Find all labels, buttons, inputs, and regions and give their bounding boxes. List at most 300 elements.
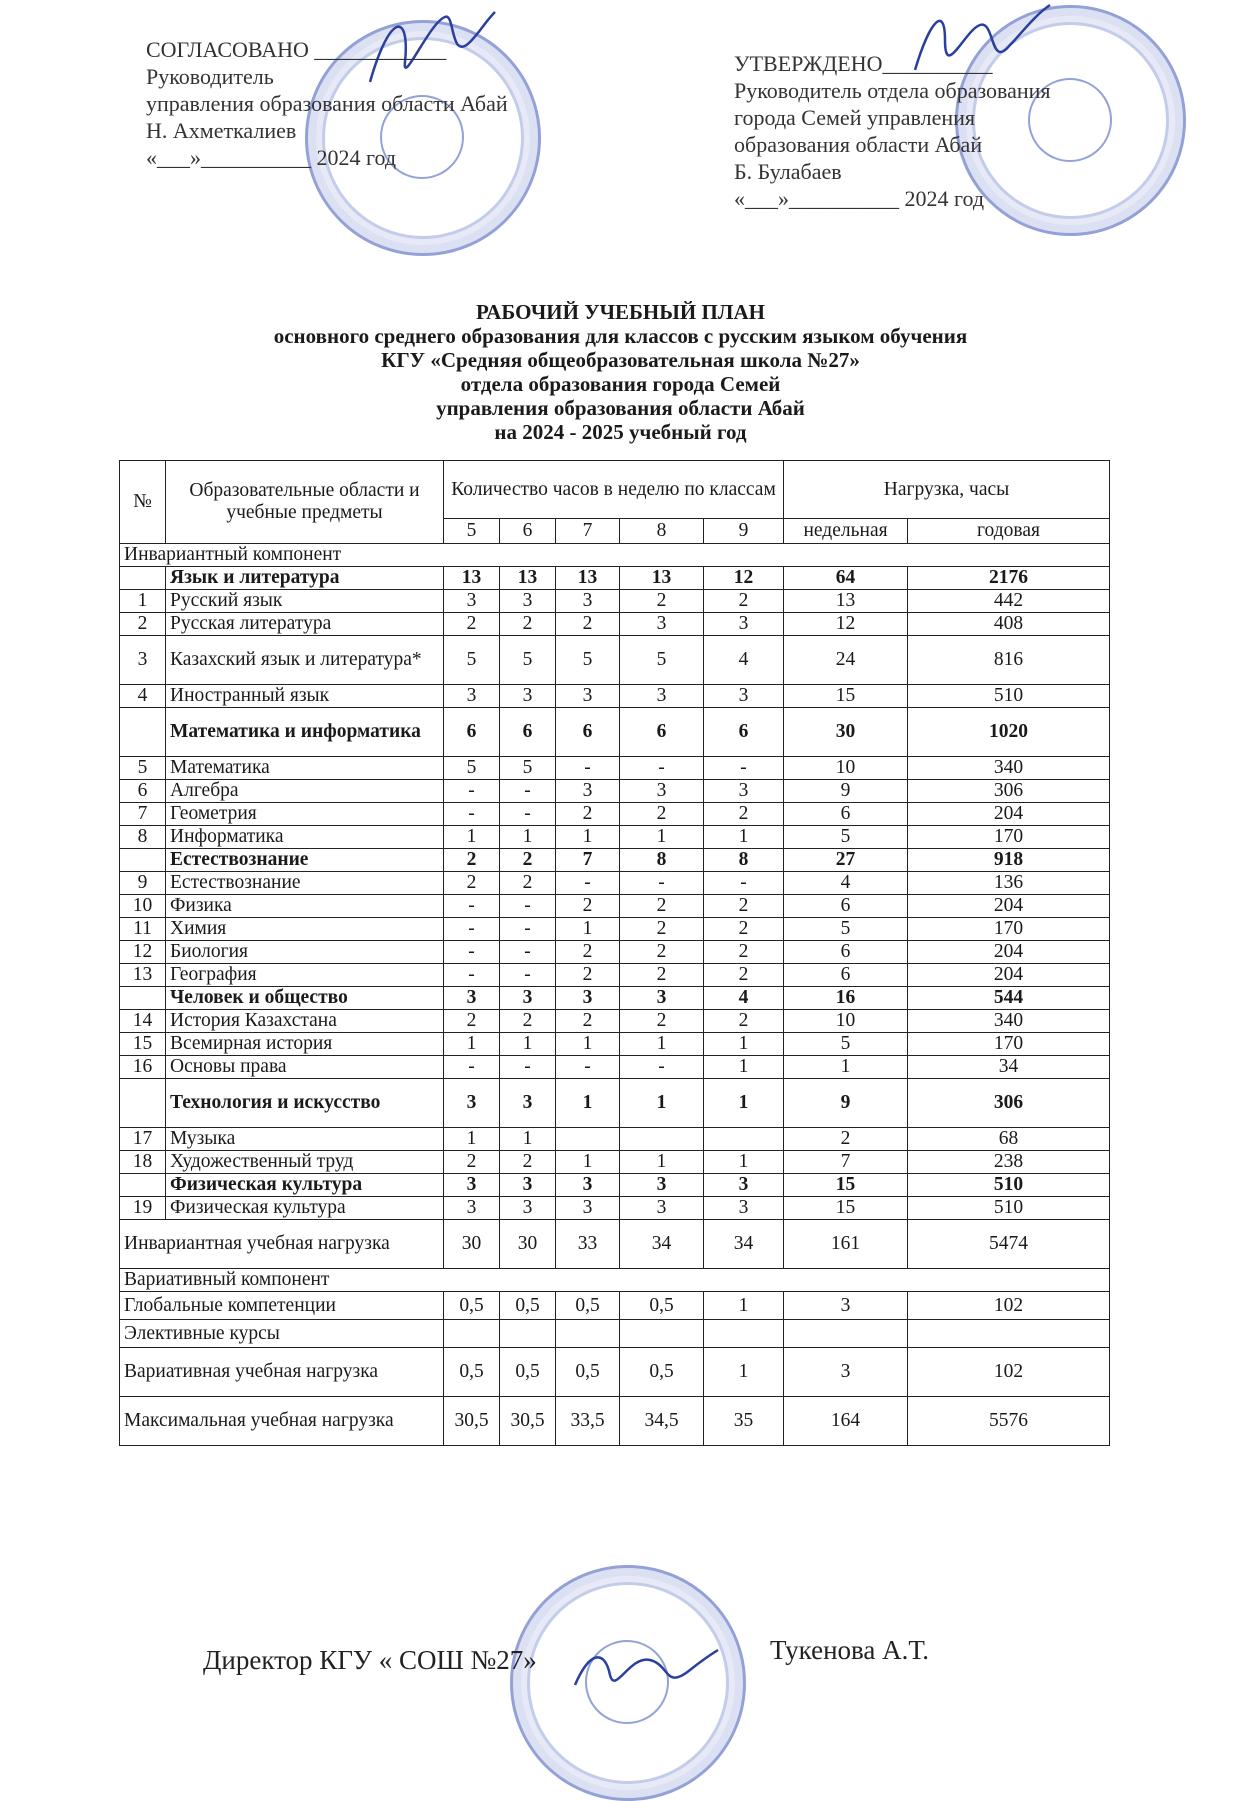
total-label: Вариативная учебная нагрузка (120, 1348, 444, 1397)
subject-name: Физическая культура (166, 1197, 444, 1220)
grade-value: 2 (556, 1010, 620, 1033)
weekly-value: 3 (784, 1292, 908, 1320)
row-number (120, 987, 166, 1010)
subject-name: Математика (166, 757, 444, 780)
header-grade: 8 (620, 519, 704, 544)
grade-value: - (556, 757, 620, 780)
grade-value: 2 (444, 613, 500, 636)
grade-value: 7 (556, 849, 620, 872)
grade-value: 3 (620, 780, 704, 803)
row-number: 3 (120, 636, 166, 685)
weekly-value: 15 (784, 1174, 908, 1197)
grade-value: - (556, 1056, 620, 1079)
group-row (120, 1079, 1110, 1128)
weekly-value: 6 (784, 941, 908, 964)
subject-name: Русский язык (166, 590, 444, 613)
section-row-invariant (120, 544, 1110, 567)
weekly-value: 10 (784, 1010, 908, 1033)
yearly-value: 816 (908, 636, 1110, 685)
grade-value: - (444, 918, 500, 941)
yearly-value: 204 (908, 803, 1110, 826)
grade-value: 2 (500, 1010, 556, 1033)
grade-value: 2 (704, 941, 784, 964)
grade-value: 2 (704, 895, 784, 918)
grade-value (556, 1128, 620, 1151)
grade-value: 1 (556, 1151, 620, 1174)
subject-row (120, 803, 1110, 826)
grade-value: 1 (704, 1292, 784, 1320)
approval-left-line: СОГЛАСОВАНО ____________ (146, 37, 447, 62)
grade-value: 3 (620, 1197, 704, 1220)
grade-value: 2 (704, 590, 784, 613)
subject-name: История Казахстана (166, 1010, 444, 1033)
grade-value: 1 (620, 1033, 704, 1056)
group-row (120, 1174, 1110, 1197)
total-yearly: 5576 (908, 1397, 1110, 1446)
grade-value: 3 (444, 685, 500, 708)
section-row-variative (120, 1269, 1110, 1292)
row-number: 12 (120, 941, 166, 964)
grade-value: 2 (620, 918, 704, 941)
row-number (120, 708, 166, 757)
grade-value: 1 (444, 1033, 500, 1056)
subject-row (120, 1128, 1110, 1151)
yearly-value: 408 (908, 613, 1110, 636)
yearly-value: 102 (908, 1292, 1110, 1320)
group-name: Человек и общество (166, 987, 444, 1010)
row-number: 9 (120, 872, 166, 895)
total-yearly: 102 (908, 1348, 1110, 1397)
grade-value: 1 (704, 1079, 784, 1128)
grade-value: 0,5 (556, 1292, 620, 1320)
group-row (120, 987, 1110, 1010)
weekly-value: 27 (784, 849, 908, 872)
header-hours: Количество часов в неделю по классам (444, 461, 784, 519)
subject-row (120, 1197, 1110, 1220)
total-grade-value: 30,5 (500, 1397, 556, 1446)
total-grade-value: 1 (704, 1348, 784, 1397)
row-number (120, 849, 166, 872)
empty-cell (500, 1320, 556, 1348)
weekly-value: 10 (784, 757, 908, 780)
subject-name: Биология (166, 941, 444, 964)
section-label: Инвариантный компонент (120, 544, 1110, 567)
grade-value: 3 (444, 1174, 500, 1197)
approval-left-line: Руководитель (146, 64, 274, 89)
grade-value: 2 (704, 964, 784, 987)
curriculum-table (119, 460, 1110, 1446)
approval-left-line: управления образования области Абай (146, 91, 508, 116)
document-title (140, 300, 1101, 444)
empty-cell (704, 1320, 784, 1348)
subject-name: Информатика (166, 826, 444, 849)
grade-value: 5 (556, 636, 620, 685)
group-row (120, 708, 1110, 757)
empty-cell (908, 1320, 1110, 1348)
subject-row (120, 590, 1110, 613)
yearly-value: 306 (908, 780, 1110, 803)
yearly-value: 170 (908, 1033, 1110, 1056)
total-label: Максимальная учебная нагрузка (120, 1397, 444, 1446)
header-subjects: Образовательные области и учебные предметы (166, 461, 444, 544)
weekly-value: 2 (784, 1128, 908, 1151)
grade-value: - (444, 780, 500, 803)
grade-value: 2 (500, 872, 556, 895)
yearly-value: 170 (908, 918, 1110, 941)
subject-name: Естествознание (166, 872, 444, 895)
total-row-max (120, 1397, 1110, 1446)
approval-right-line: УТВЕРЖДЕНО__________ (734, 51, 993, 76)
title-line: на 2024 - 2025 учебный год (494, 420, 747, 444)
grade-value: 3 (620, 613, 704, 636)
total-row-invariant (120, 1220, 1110, 1269)
weekly-value: 12 (784, 613, 908, 636)
row-number (120, 1079, 166, 1128)
approval-right-line: «___»__________ 2024 год (734, 186, 985, 211)
total-row-variative (120, 1348, 1110, 1397)
grade-value: 2 (620, 895, 704, 918)
row-label: Элективные курсы (120, 1320, 444, 1348)
subject-row (120, 1151, 1110, 1174)
grade-value: 5 (444, 636, 500, 685)
empty-cell (620, 1320, 704, 1348)
grade-value: - (704, 872, 784, 895)
yearly-value: 204 (908, 941, 1110, 964)
title-line: управления образования области Абай (436, 396, 805, 420)
yearly-value: 170 (908, 826, 1110, 849)
yearly-value: 510 (908, 1197, 1110, 1220)
row-number: 17 (120, 1128, 166, 1151)
grade-value: 1 (620, 1079, 704, 1128)
row-electives (120, 1320, 1110, 1348)
group-name: Физическая культура (166, 1174, 444, 1197)
grade-value: - (444, 1056, 500, 1079)
grade-value: 3 (444, 1197, 500, 1220)
grade-value: 6 (500, 708, 556, 757)
subject-name: Химия (166, 918, 444, 941)
weekly-value: 16 (784, 987, 908, 1010)
grade-value: - (444, 895, 500, 918)
total-weekly: 3 (784, 1348, 908, 1397)
weekly-value: 13 (784, 590, 908, 613)
subject-row (120, 613, 1110, 636)
row-number: 19 (120, 1197, 166, 1220)
yearly-value: 204 (908, 895, 1110, 918)
grade-value: 2 (704, 1010, 784, 1033)
yearly-value: 340 (908, 1010, 1110, 1033)
grade-value: 1 (620, 1151, 704, 1174)
grade-value: 13 (556, 567, 620, 590)
grade-value: 3 (500, 1197, 556, 1220)
total-grade-value: 33 (556, 1220, 620, 1269)
empty-cell (784, 1320, 908, 1348)
header-load: Нагрузка, часы (784, 461, 1110, 519)
grade-value: 5 (444, 757, 500, 780)
grade-value: 3 (704, 613, 784, 636)
header-grade: 5 (444, 519, 500, 544)
grade-value: 1 (704, 826, 784, 849)
grade-value: 1 (556, 826, 620, 849)
yearly-value: 68 (908, 1128, 1110, 1151)
weekly-value: 1 (784, 1056, 908, 1079)
grade-value: 1 (444, 1128, 500, 1151)
header-weekly: недельная (784, 519, 908, 544)
total-grade-value: 30,5 (444, 1397, 500, 1446)
grade-value: 2 (444, 849, 500, 872)
subject-row (120, 685, 1110, 708)
header-grade: 6 (500, 519, 556, 544)
row-number (120, 1174, 166, 1197)
header-number: № (120, 461, 166, 544)
grade-value: 2 (620, 590, 704, 613)
grade-value: - (500, 895, 556, 918)
grade-value: 6 (444, 708, 500, 757)
group-row (120, 567, 1110, 590)
subject-name: Основы права (166, 1056, 444, 1079)
grade-value: 5 (500, 636, 556, 685)
table-body (120, 544, 1110, 1446)
row-number: 14 (120, 1010, 166, 1033)
weekly-value: 15 (784, 685, 908, 708)
weekly-value: 5 (784, 826, 908, 849)
grade-value: 3 (556, 1197, 620, 1220)
subject-row (120, 872, 1110, 895)
title-line: РАБОЧИЙ УЧЕБНЫЙ ПЛАН (476, 300, 765, 324)
total-grade-value: 34 (704, 1220, 784, 1269)
grade-value: - (620, 1056, 704, 1079)
grade-value: 2 (620, 803, 704, 826)
subject-row (120, 964, 1110, 987)
grade-value: 3 (500, 1079, 556, 1128)
weekly-value: 4 (784, 872, 908, 895)
grade-value: 3 (704, 1174, 784, 1197)
weekly-value: 9 (784, 1079, 908, 1128)
yearly-value: 2176 (908, 567, 1110, 590)
grade-value: 1 (444, 826, 500, 849)
grade-value: - (500, 803, 556, 826)
grade-value: 2 (704, 918, 784, 941)
empty-cell (444, 1320, 500, 1348)
yearly-value: 306 (908, 1079, 1110, 1128)
row-number: 5 (120, 757, 166, 780)
approval-left (146, 36, 508, 171)
group-name: Естествознание (166, 849, 444, 872)
subject-name: География (166, 964, 444, 987)
total-grade-value: 34 (620, 1220, 704, 1269)
total-grade-value: 0,5 (556, 1348, 620, 1397)
subject-name: Геометрия (166, 803, 444, 826)
subject-name: Иностранный язык (166, 685, 444, 708)
grade-value: 2 (444, 872, 500, 895)
approval-right-line: Б. Булабаев (734, 159, 842, 184)
grade-value: 1 (704, 1033, 784, 1056)
grade-value: 3 (500, 590, 556, 613)
row-number: 18 (120, 1151, 166, 1174)
row-number: 13 (120, 964, 166, 987)
row-label: Глобальные компетенции (120, 1292, 444, 1320)
total-grade-value: 35 (704, 1397, 784, 1446)
title-line: КГУ «Средняя общеобразовательная школа №27» (381, 348, 860, 372)
grade-value: 5 (620, 636, 704, 685)
approval-right (734, 50, 1051, 212)
grade-value: 0,5 (500, 1292, 556, 1320)
subject-name: Алгебра (166, 780, 444, 803)
weekly-value: 6 (784, 964, 908, 987)
total-grade-value: 0,5 (620, 1348, 704, 1397)
header-grade: 9 (704, 519, 784, 544)
grade-value: - (620, 757, 704, 780)
director-title: Директор КГУ « СОШ №27» (203, 1645, 537, 1675)
weekly-value: 6 (784, 803, 908, 826)
director-signature (570, 1640, 720, 1700)
row-number: 15 (120, 1033, 166, 1056)
grade-value: 8 (620, 849, 704, 872)
grade-value: 2 (500, 849, 556, 872)
grade-value: - (620, 872, 704, 895)
grade-value: 2 (556, 941, 620, 964)
grade-value: 2 (444, 1151, 500, 1174)
subject-row (120, 1056, 1110, 1079)
approval-left-line: Н. Ахметкалиев (146, 118, 297, 143)
grade-value: - (500, 964, 556, 987)
grade-value: 2 (444, 1010, 500, 1033)
subject-row (120, 826, 1110, 849)
grade-value: 4 (704, 636, 784, 685)
total-grade-value: 33,5 (556, 1397, 620, 1446)
grade-value: 13 (500, 567, 556, 590)
grade-value: - (444, 803, 500, 826)
grade-value: 3 (556, 590, 620, 613)
header-yearly: годовая (908, 519, 1110, 544)
yearly-value: 544 (908, 987, 1110, 1010)
grade-value: 2 (500, 613, 556, 636)
grade-value: 2 (500, 1151, 556, 1174)
row-number: 16 (120, 1056, 166, 1079)
grade-value: - (444, 941, 500, 964)
grade-value: 2 (556, 964, 620, 987)
yearly-value: 340 (908, 757, 1110, 780)
yearly-value: 510 (908, 685, 1110, 708)
group-name: Язык и литература (166, 567, 444, 590)
grade-value: 13 (620, 567, 704, 590)
subject-row (120, 780, 1110, 803)
grade-value: 3 (500, 987, 556, 1010)
grade-value: - (500, 1056, 556, 1079)
subject-row (120, 941, 1110, 964)
row-number: 8 (120, 826, 166, 849)
grade-value: 3 (704, 1197, 784, 1220)
total-grade-value: 34,5 (620, 1397, 704, 1446)
grade-value: 1 (556, 1079, 620, 1128)
subject-name: Всемирная история (166, 1033, 444, 1056)
grade-value: 6 (620, 708, 704, 757)
total-grade-value: 0,5 (444, 1348, 500, 1397)
subject-row (120, 1033, 1110, 1056)
row-number: 1 (120, 590, 166, 613)
grade-value: 3 (620, 685, 704, 708)
weekly-value: 7 (784, 1151, 908, 1174)
grade-value: 1 (704, 1056, 784, 1079)
total-grade-value: 0,5 (500, 1348, 556, 1397)
grade-value: 3 (556, 685, 620, 708)
grade-value: 3 (444, 987, 500, 1010)
row-number (120, 567, 166, 590)
subject-row (120, 757, 1110, 780)
subject-row (120, 918, 1110, 941)
group-name: Математика и информатика (166, 708, 444, 757)
yearly-value: 238 (908, 1151, 1110, 1174)
grade-value: 3 (500, 1174, 556, 1197)
yearly-value: 1020 (908, 708, 1110, 757)
grade-value: 3 (556, 1174, 620, 1197)
row-number: 7 (120, 803, 166, 826)
grade-value: 6 (704, 708, 784, 757)
director-name: Тукенова А.Т. (770, 1635, 929, 1665)
approval-right-line: города Семей управления (734, 105, 976, 130)
subject-name: Физика (166, 895, 444, 918)
grade-value: - (500, 941, 556, 964)
total-yearly: 5474 (908, 1220, 1110, 1269)
grade-value: 2 (556, 613, 620, 636)
weekly-value: 30 (784, 708, 908, 757)
approval-right-line: Руководитель отдела образования (734, 78, 1051, 103)
grade-value (704, 1128, 784, 1151)
grade-value: - (704, 757, 784, 780)
grade-value: 1 (500, 826, 556, 849)
row-number: 4 (120, 685, 166, 708)
grade-value: 3 (620, 1174, 704, 1197)
grade-value: - (556, 872, 620, 895)
grade-value: 8 (704, 849, 784, 872)
grade-value: 3 (444, 1079, 500, 1128)
yearly-value: 442 (908, 590, 1110, 613)
total-weekly: 161 (784, 1220, 908, 1269)
yearly-value: 34 (908, 1056, 1110, 1079)
grade-value: 2 (704, 803, 784, 826)
grade-value: 2 (620, 1010, 704, 1033)
grade-value: 1 (620, 826, 704, 849)
grade-value: 3 (444, 590, 500, 613)
header-grade: 7 (556, 519, 620, 544)
yearly-value: 510 (908, 1174, 1110, 1197)
total-grade-value: 30 (444, 1220, 500, 1269)
weekly-value: 15 (784, 1197, 908, 1220)
table-header-row (120, 461, 1110, 519)
yearly-value: 918 (908, 849, 1110, 872)
empty-cell (556, 1320, 620, 1348)
grade-value: 6 (556, 708, 620, 757)
row-number: 2 (120, 613, 166, 636)
section-label: Вариативный компонент (120, 1269, 1110, 1292)
grade-value: 3 (704, 780, 784, 803)
grade-value: 4 (704, 987, 784, 1010)
approval-right-line: образования области Абай (734, 132, 983, 157)
grade-value: 3 (500, 685, 556, 708)
grade-value: - (444, 964, 500, 987)
grade-value: 13 (444, 567, 500, 590)
total-label: Инвариантная учебная нагрузка (120, 1220, 444, 1269)
grade-value: 2 (556, 895, 620, 918)
weekly-value: 24 (784, 636, 908, 685)
row-number: 11 (120, 918, 166, 941)
grade-value: 0,5 (620, 1292, 704, 1320)
grade-value: - (500, 918, 556, 941)
grade-value: 3 (620, 987, 704, 1010)
group-name: Технология и искусство (166, 1079, 444, 1128)
group-row (120, 849, 1110, 872)
row-number: 10 (120, 895, 166, 918)
yearly-value: 136 (908, 872, 1110, 895)
